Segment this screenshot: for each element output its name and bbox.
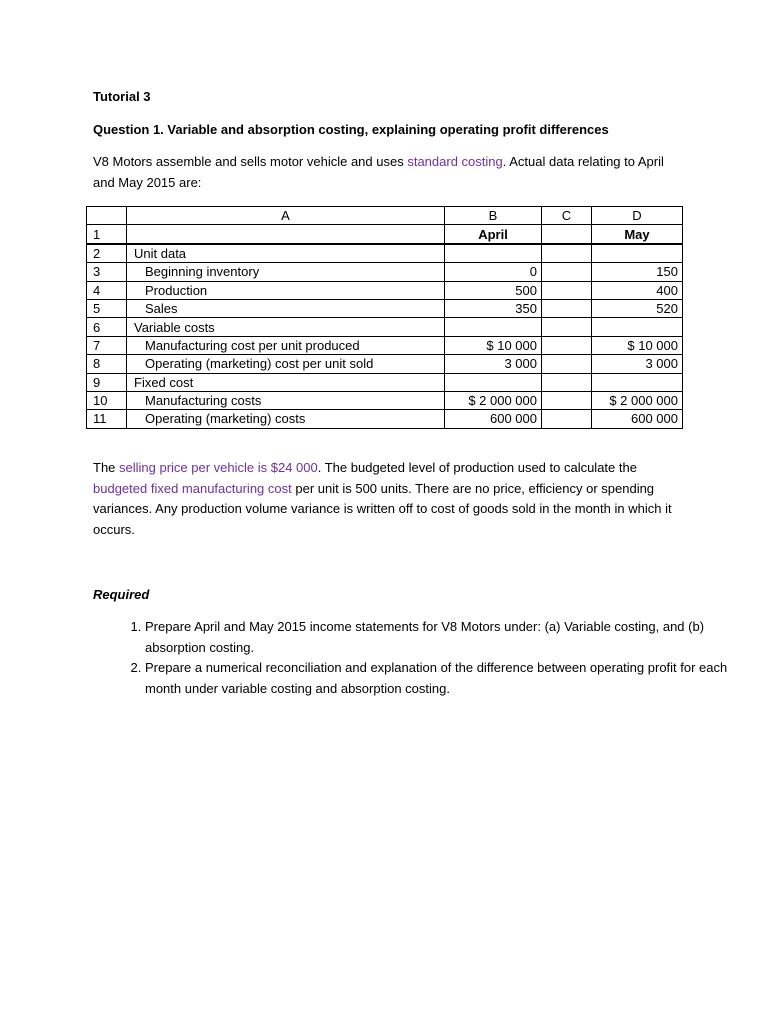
row-label: Manufacturing costs [127, 391, 445, 409]
table-row [87, 244, 683, 263]
intro-paragraph: V8 Motors assemble and sells motor vehicle and uses standard costing. Actual data relating to April and May 2015 are: [93, 154, 664, 190]
table-row: 8 Operating (marketing) cost per unit sold 3 000 3 000 [87, 355, 683, 373]
column-header: A [127, 207, 445, 225]
row-number: 4 [87, 281, 127, 299]
table-row: 10 Manufacturing costs $ 2 000 000 $ 2 000 000 [87, 391, 683, 409]
tutorial-title: Tutorial 3 [93, 89, 151, 104]
column-header: B [445, 207, 542, 225]
row-label: Manufacturing cost per unit produced [127, 336, 445, 354]
table-row: 4 Production 500 400 [87, 281, 683, 299]
table-row: 7 Manufacturing cost per unit produced $ 10 000 $ 10 000 [87, 336, 683, 354]
row-label: Fixed cost [127, 373, 445, 391]
table-row: 11 Operating (marketing) costs 600 000 600 000 [87, 410, 683, 428]
row-number: 2 [87, 244, 127, 263]
data-table [86, 206, 683, 429]
row-label: Sales [127, 299, 445, 317]
row-label: Operating (marketing) costs [127, 410, 445, 428]
month-row [87, 225, 683, 244]
table-row [87, 318, 683, 336]
table-row: 5 Sales 350 520 [87, 299, 683, 317]
row-label: Variable costs [127, 318, 445, 336]
required-list [93, 617, 735, 699]
row-number: 11 [87, 410, 127, 428]
question-title: Question 1. Variable and absorption costing, explaining operating profit differences [93, 122, 609, 137]
details-paragraph: The selling price per vehicle is $24 000. The budgeted level of production used to calculate the budgeted fixed manufacturing cost per unit is 500 units. There are no price, efficiency or spending variances. Any production volume variance is written off to cost of goods sold in the month in which it occurs. [93, 460, 672, 537]
row-number: 8 [87, 355, 127, 373]
row-number: 9 [87, 373, 127, 391]
column-header: D [592, 207, 683, 225]
column-header: C [542, 207, 592, 225]
row-number: 1 [87, 225, 127, 244]
required-heading: Required [93, 587, 150, 602]
row-label: Beginning inventory [127, 263, 445, 281]
list-item: 1. Prepare April and May 2015 income statements for V8 Motors under: (a) Variable costing, and (b) absorption costing. [145, 617, 735, 658]
month-april: April [445, 225, 542, 244]
row-label: Operating (marketing) cost per unit sold [127, 355, 445, 373]
highlight-selling-price: selling price per vehicle is $24 000 [119, 460, 318, 475]
row-number: 6 [87, 318, 127, 336]
highlight-standard-costing: standard costing [407, 154, 503, 169]
row-number: 7 [87, 336, 127, 354]
column-header [87, 207, 127, 225]
row-number: 3 [87, 263, 127, 281]
table-row: 3 Beginning inventory 0 150 [87, 263, 683, 281]
row-number: 5 [87, 299, 127, 317]
column-header-row [87, 207, 683, 225]
row-number: 10 [87, 391, 127, 409]
list-item: 2. Prepare a numerical reconciliation and explanation of the difference between operating profit for each month under variable costing and absorption costing. [145, 658, 735, 699]
month-may: May [592, 225, 683, 244]
highlight-budgeted-fixed-cost: budgeted fixed manufacturing cost [93, 480, 292, 496]
row-label: Production [127, 281, 445, 299]
row-label: Unit data [127, 244, 445, 263]
table-row [87, 373, 683, 391]
